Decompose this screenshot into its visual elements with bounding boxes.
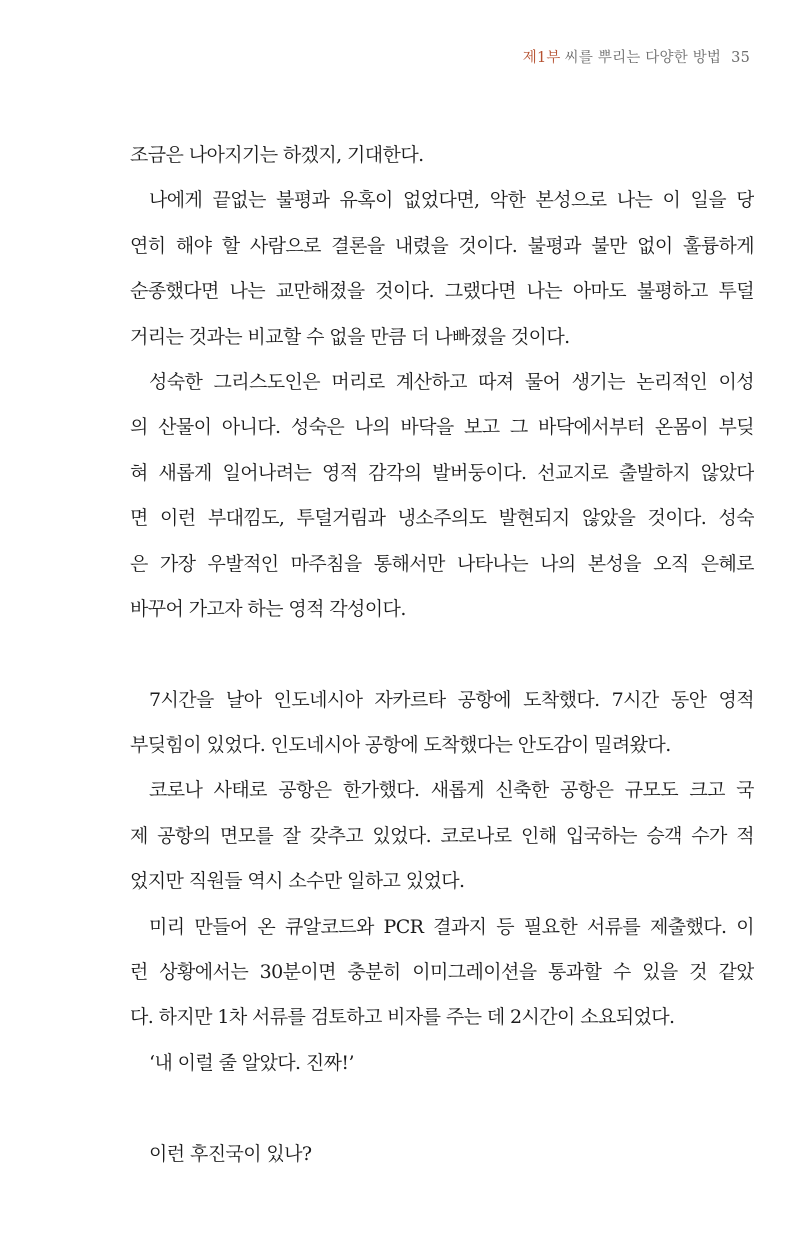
text-line: 면 이런 부대낌도, 투덜거림과 냉소주의도 발현되지 않았을 것이다. 성숙 <box>130 507 754 530</box>
text-line: 바꾸어 가고자 하는 영적 각성이다. <box>130 597 406 620</box>
body-text <box>130 133 754 1177</box>
text-line: 었지만 직원들 역시 소수만 일하고 있었다. <box>130 870 465 893</box>
text-line: 나에게 끝없는 불평과 유혹이 없었다면, 악한 본성으로 나는 이 일을 당 <box>149 189 754 212</box>
text-line: 런 상황에서는 30분이면 충분히 이미그레이션을 통과할 수 있을 것 같았 <box>130 961 754 984</box>
text-line: 연히 해야 할 사람으로 결론을 내렸을 것이다. 불평과 불만 없이 훌륭하게 <box>130 234 754 257</box>
paragraph-gap <box>130 1086 754 1131</box>
text-line: 혀 새롭게 일어나려는 영적 감각의 발버둥이다. 선교지로 출발하지 않았다 <box>130 461 754 484</box>
text-line: 다. 하지만 1차 서류를 검토하고 비자를 주는 데 2시간이 소요되었다. <box>130 1006 675 1029</box>
text-line: 조금은 나아지기는 하겠지, 기대한다. <box>130 144 424 166</box>
text-line: 순종했다면 나는 교만해졌을 것이다. 그랬다면 나는 아마도 불평하고 투덜 <box>130 280 754 303</box>
text-line: 부딪힘이 있었다. 인도네시아 공항에 도착했다는 안도감이 밀려왔다. <box>130 734 671 757</box>
text-line: 의 산물이 아니다. 성숙은 나의 바닥을 보고 그 바닥에서부터 온몸이 부딪 <box>130 416 754 439</box>
text-line: 이런 후진국이 있나? <box>149 1142 312 1165</box>
running-header <box>523 46 750 67</box>
text-line: 은 가장 우발적인 마주침을 통해서만 나타나는 나의 본성을 오직 은혜로 <box>130 552 754 575</box>
chapter-title: 씨를 뿌리는 다양한 방법 <box>564 50 722 66</box>
paragraph-gap <box>130 632 754 677</box>
page-number: 35 <box>731 50 750 66</box>
text-line: 7시간을 날아 인도네시아 자카르타 공항에 도착했다. 7시간 동안 영적 <box>149 688 754 711</box>
text-line: 제 공항의 면모를 잘 갖추고 있었다. 코로나로 인해 입국하는 승객 수가 적 <box>130 824 754 847</box>
text-line: 성숙한 그리스도인은 머리로 계산하고 따져 물어 생기는 논리적인 이성 <box>149 370 754 393</box>
text-line: 거리는 것과는 비교할 수 없을 만큼 더 나빠졌을 것이다. <box>130 325 570 348</box>
part-label: 제1부 <box>522 50 561 66</box>
text-line: ‘내 이럴 줄 알았다. 진짜!’ <box>149 1051 354 1074</box>
text-line: 코로나 사태로 공항은 한가했다. 새롭게 신축한 공항은 규모도 크고 국 <box>149 779 754 802</box>
text-line: 미리 만들어 온 큐알코드와 PCR 결과지 등 필요한 서류를 제출했다. 이 <box>149 915 754 938</box>
